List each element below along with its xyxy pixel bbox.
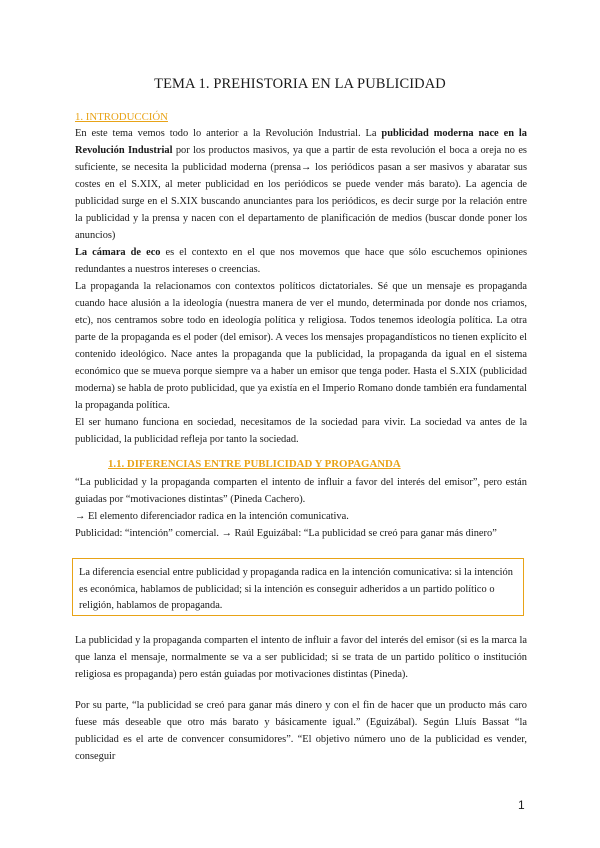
bold-phrase: publicidad moderna nace en la Revolución Industrial (75, 128, 527, 156)
page-title: TEMA 1. PREHISTORIA EN LA PUBLICIDAD (154, 76, 446, 92)
arrow-line: → El elemento diferenciador radica en la intención comunicativa. (75, 511, 349, 522)
bold-term: La cámara de eco (75, 247, 161, 258)
paragraph-eguizabal-block (75, 697, 527, 765)
highlight-box (72, 558, 524, 616)
section-heading-introduccion: 1. INTRODUCCIÓN (75, 111, 168, 123)
paragraph-camara-eco: La cámara de eco es el contexto en el que nos movemos que hace que sólo escuchemos opiniones redundantes a nuestros intereses o creencias. (75, 247, 527, 275)
paragraph-comparten: La publicidad y la propaganda comparten el intento de influir a favor del interés del emisor (si es la marca la que lanza el mensaje, normalmente se va a ser publicidad; si se trata de un partido político o institución religiosa es propaganda) pero están guiadas por motivaciones distintas (Pineda). (75, 635, 527, 680)
definition-line: Publicidad: “intención” comercial. → Raúl Eguizábal: “La publicidad se creó para ganar más dinero” (75, 528, 497, 539)
quote-paragraph: “La publicidad y la propaganda comparten el intento de influir a favor del interés del emisor”, pero están guiadas por “motivaciones distintas” (Pineda Cachero). (75, 477, 527, 505)
paragraph-propaganda: La propaganda la relacionamos con contextos políticos dictatoriales. Sé que un mensaje es propaganda cuando hace alusión a la ideología (nuestra manera de ver el mundo, determinada por donde nos criamos, etc), nos centramos sobre todo en ideología política y religiosa. Todos tenemos ideología política. La otra parte de la propaganda es el poder (del emisor). A veces los mensajes propagandísticos no tienen explícito el contenido ideológico. Nace antes la propaganda que la publicidad, la propaganda da igual en el sistema económico que se mueva porque siempre va a haber un emisor que tenga poder. Hasta el S.XIX (publicidad moderna) se habla de proto publicidad, que ya existía en el Imperio Romano donde también era fundamental la propaganda política. (75, 281, 527, 411)
paragraph-eguizabal: Por su parte, “la publicidad se creó para ganar más dinero y con el fin de hacer que un producto más caro fuese más deseable que otro más barato y básicamente igual.” (Eguizábal). Según Lluís Bassat “la publicidad es el arte de convencer consumidores”. “El objetivo número uno de la publicidad es vender, conseguir (75, 700, 527, 762)
paragraph-sociedad: El ser humano funciona en sociedad, necesitamos de la sociedad para vivir. La sociedad va antes de la publicidad, la publicidad refleja por tanto la sociedad. (75, 417, 527, 445)
diferencias-block (75, 474, 527, 542)
section-heading-diferencias: 1.1. DIFERENCIAS ENTRE PUBLICIDAD Y PROPAGANDA (108, 458, 401, 470)
highlight-text: La diferencia esencial entre publicidad y propaganda radica en la intención comunicativa: si la intención es económica, hablamos de publicidad; si la intención es conseguir adheridos a un partido político o religión, hablamos de propaganda. (79, 567, 513, 611)
paragraph-comparten-block (75, 632, 527, 683)
intro-paragraph-block (75, 125, 527, 448)
page-number: 1 (518, 798, 525, 812)
paragraph-intro: En este tema vemos todo lo anterior a la Revolución Industrial. La publicidad moderna nace en la Revolución Industrial por los productos masivos, ya que a partir de esta revolución el boca a oreja no es suficiente, se necesita la publicidad moderna (prensa→ los periódicos pasan a ser masivos y abaratar sus costes en el S.XIX, al meter publicidad en los periódicos se puede vender más barato). La agencia de publicidad surge en el S.XIX buscando anunciantes para los periódicos, es decir surge por la relación entre la publicidad y la prensa y nacen con el departamento de planificación de medios (buscar donde poner los anuncios) (75, 128, 527, 241)
